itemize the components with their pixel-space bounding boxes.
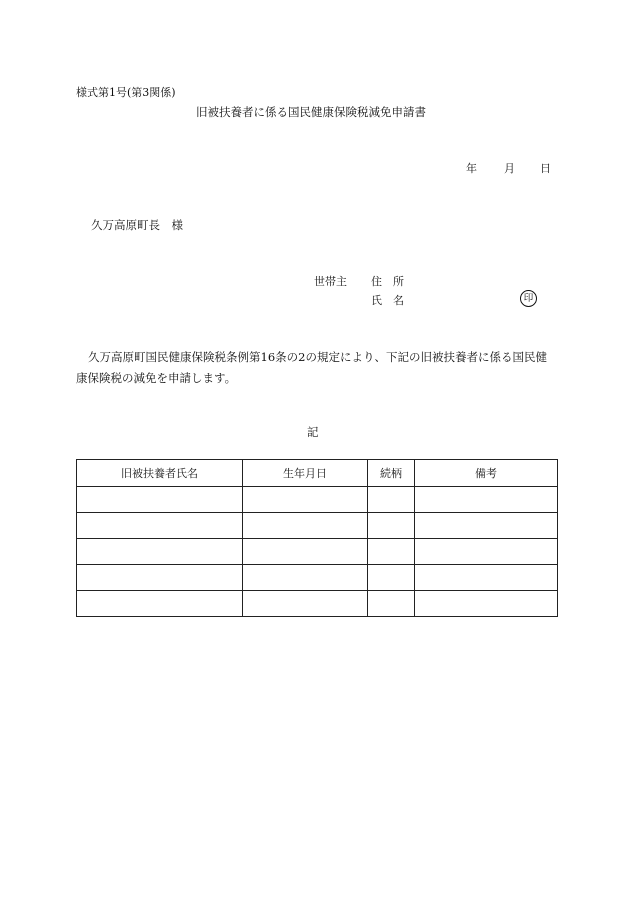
application-statement: 久万高原町国民健康保険税条例第16条の2の規定により、下記の旧被扶養者に係る国民健康保険税の減免を申請します。: [76, 350, 547, 385]
cell-relationship: [368, 487, 415, 513]
cell-birthdate: [243, 539, 368, 565]
address-label: 住 所: [371, 275, 404, 288]
cell-remarks: [415, 513, 558, 539]
document-title: 旧被扶養者に係る国民健康保険税減免申請書: [196, 105, 426, 119]
cell-name: [77, 513, 243, 539]
cell-name: [77, 487, 243, 513]
date-day-label: 日: [540, 162, 551, 175]
cell-remarks: [415, 487, 558, 513]
cell-birthdate: [243, 565, 368, 591]
column-header-relationship: 続柄: [368, 460, 415, 487]
cell-relationship: [368, 539, 415, 565]
cell-birthdate: [243, 591, 368, 617]
cell-birthdate: [243, 513, 368, 539]
householder-heading: 世帯主: [314, 275, 347, 288]
cell-remarks: [415, 539, 558, 565]
cell-name: [77, 565, 243, 591]
table-row: [77, 565, 558, 591]
table-row: [77, 591, 558, 617]
seal-mark: 印: [520, 290, 537, 307]
cell-name: [77, 539, 243, 565]
table-header-row: [77, 460, 558, 487]
ki-mark: 記: [307, 425, 319, 439]
date-year-label: 年: [466, 162, 477, 175]
cell-relationship: [368, 591, 415, 617]
table-row: [77, 487, 558, 513]
cell-relationship: [368, 513, 415, 539]
dependents-table: [76, 459, 558, 617]
form-number: 様式第1号(第3関係): [76, 86, 176, 99]
cell-remarks: [415, 565, 558, 591]
cell-remarks: [415, 591, 558, 617]
addressee: 久万高原町長 様: [91, 218, 183, 232]
table-row: [77, 513, 558, 539]
cell-birthdate: [243, 487, 368, 513]
table-row: [77, 539, 558, 565]
column-header-birthdate: 生年月日: [243, 460, 368, 487]
name-label: 氏 名: [371, 294, 404, 307]
cell-relationship: [368, 565, 415, 591]
column-header-remarks: 備考: [415, 460, 558, 487]
date-month-label: 月: [504, 162, 515, 175]
column-header-name: 旧被扶養者氏名: [77, 460, 243, 487]
cell-name: [77, 591, 243, 617]
